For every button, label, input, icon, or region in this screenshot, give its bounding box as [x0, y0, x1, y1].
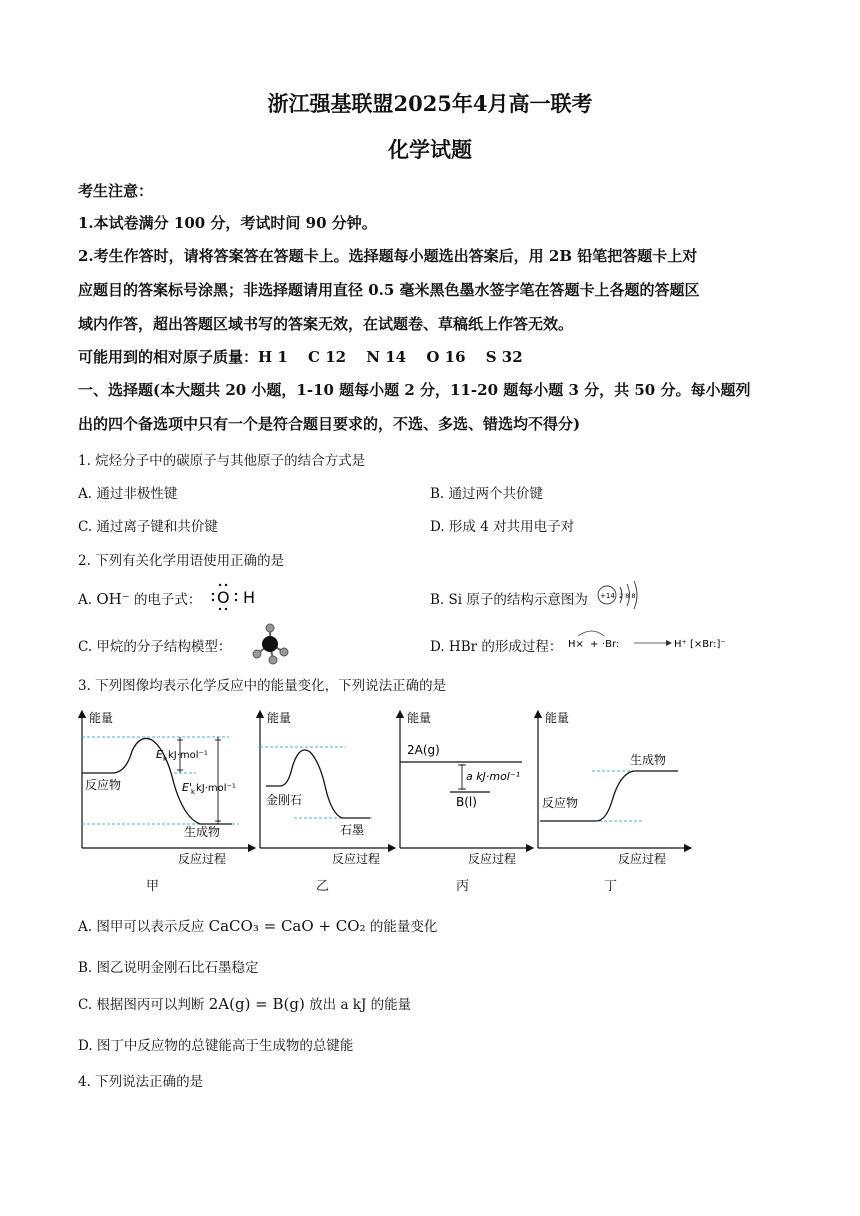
- q3-option-c: [78, 993, 411, 1013]
- si-shell-electrons: 2 8 8: [619, 592, 636, 600]
- atomic-mass-line: 可能用到的相对原子质量：H 1 C 12 N 14 O 16 S 32: [78, 348, 523, 366]
- q2-a-formula: OH⁻: [96, 590, 130, 608]
- q1-option-d: D. 形成 4 对共用电子对: [430, 519, 575, 535]
- q3-stem: 3. 下列图像均表示化学反应中的能量变化，下列说法正确的是: [78, 678, 447, 694]
- q2-option-c: C. 甲烷的分子结构模型：: [78, 639, 232, 655]
- jia-ek2-sub: k: [191, 788, 196, 796]
- caption-jia: 甲: [146, 879, 160, 894]
- yi-y-label: 能量: [267, 711, 292, 725]
- section1-line-2: 出的四个备选项中只有一个是符合题目要求的，不选、多选、错选均不得分): [78, 415, 581, 433]
- notice-heading: 考生注意：: [78, 182, 154, 200]
- methane-ball-stick-model: [250, 622, 294, 670]
- q2-a-text: 的电子式：: [133, 592, 202, 608]
- jia-ek-symbol: E: [156, 748, 163, 761]
- graph-yi: [260, 710, 392, 866]
- jia-ek-sub: k: [163, 755, 168, 763]
- bing-top-label: 2A(g): [407, 743, 440, 757]
- svg-text:O: O: [217, 588, 230, 607]
- graph-ding: [538, 710, 688, 866]
- yi-diamond-label: 金刚石: [266, 793, 303, 807]
- q4-stem: 4. 下列说法正确的是: [78, 1074, 204, 1090]
- q2-option-d: D. HBr 的形成过程：: [430, 639, 563, 655]
- q3-a-suffix: 的能量变化: [369, 919, 438, 935]
- bing-delta-label: a kJ·mol⁻¹: [466, 770, 521, 783]
- q3-c-equation: 2A(g) = B(g): [208, 995, 305, 1013]
- si-atom-structure-diagram: [596, 578, 646, 616]
- bing-bottom-label: B(l): [456, 795, 477, 809]
- caption-yi: 乙: [316, 879, 330, 894]
- hbr-br-atom: ·Br:: [602, 639, 620, 650]
- jia-y-label: 能量: [89, 711, 114, 725]
- jia-ek-unit: kJ·mol⁻¹: [168, 750, 208, 761]
- yi-x-label: 反应过程: [332, 852, 381, 866]
- q1-option-a: A. 通过非极性键: [78, 486, 178, 502]
- notice-item-2-line-1: 2.考生作答时，请将答案答在答题卡上。选择题每小题选出答案后，用 2B 铅笔把答题卡上对: [78, 247, 698, 265]
- q3-option-b: B. 图乙说明金刚石比石墨稳定: [78, 960, 259, 976]
- jia-ek2-symbol: E': [182, 781, 192, 794]
- ding-x-label: 反应过程: [618, 852, 667, 866]
- q3-c-prefix: C. 根据图丙可以判断: [78, 997, 205, 1013]
- q1-option-c: C. 通过离子键和共价键: [78, 519, 218, 535]
- jia-ek2-unit: kJ·mol⁻¹: [196, 783, 236, 794]
- hbr-formation-diagram: [566, 624, 736, 664]
- caption-ding: 丁: [604, 879, 618, 894]
- svg-text:H: H: [243, 588, 256, 607]
- exam-title: 浙江强基联盟2025年4月高一联考: [267, 91, 593, 116]
- q3-option-a: [78, 915, 437, 935]
- q2-option-a: [78, 588, 201, 608]
- q2-stem: 2. 下列有关化学用语使用正确的是: [78, 553, 285, 569]
- q3-option-d: D. 图丁中反应物的总键能高于生成物的总键能: [78, 1038, 354, 1054]
- q1-option-b: B. 通过两个共价键: [430, 486, 544, 502]
- notice-item-2-line-3: 域内作答，超出答题区域书写的答案无效，在试题卷、草稿纸上作答无效。: [78, 315, 574, 333]
- caption-bing: 丙: [456, 879, 470, 894]
- hbr-h-atom: H×: [568, 639, 584, 650]
- q3-c-suffix: 放出 a kJ 的能量: [309, 997, 412, 1013]
- hbr-br-ion: [×Br:]⁻: [690, 639, 726, 650]
- jia-product-label: 生成物: [184, 825, 221, 839]
- q2-a-prefix: A.: [78, 592, 93, 608]
- bing-x-label: 反应过程: [468, 852, 517, 866]
- jia-x-label: 反应过程: [178, 852, 227, 866]
- q1-stem: 1. 烷烃分子中的碳原子与其他原子的结合方式是: [78, 453, 366, 469]
- hbr-plus: +: [590, 639, 599, 650]
- notice-item-1: 1.本试卷满分 100 分，考试时间 90 分钟。: [78, 214, 377, 232]
- si-nucleus-label: +14: [600, 592, 615, 600]
- jia-reactant-label: 反应物: [85, 778, 122, 792]
- q2-option-b: B. Si 原子的结构示意图为: [430, 592, 588, 608]
- energy-graphs: [74, 706, 694, 874]
- bing-y-label: 能量: [407, 711, 432, 725]
- exam-subtitle: 化学试题: [388, 137, 472, 162]
- ding-reactant-label: 反应物: [542, 796, 579, 810]
- q3-a-prefix: A. 图甲可以表示反应: [78, 919, 205, 935]
- yi-graphite-label: 石墨: [340, 823, 365, 837]
- hbr-h-plus: H⁺: [674, 639, 687, 650]
- graph-bing: [400, 710, 530, 866]
- q3-a-equation: CaCO₃ = CaO + CO₂: [208, 917, 366, 935]
- graph-jia: [82, 710, 252, 866]
- ding-product-label: 生成物: [630, 753, 667, 767]
- oh-electron-formula: [210, 581, 266, 615]
- ding-y-label: 能量: [545, 711, 570, 725]
- notice-item-2-line-2: 应题目的答案标号涂黑；非选择题请用直径 0.5 毫米黑色墨水签字笔在答题卡上各题的答题区: [78, 281, 700, 299]
- section1-line-1: 一、选择题(本大题共 20 小题，1-10 题每小题 2 分，11-20 题每小题 3 分，共 50 分。每小题列: [78, 381, 751, 399]
